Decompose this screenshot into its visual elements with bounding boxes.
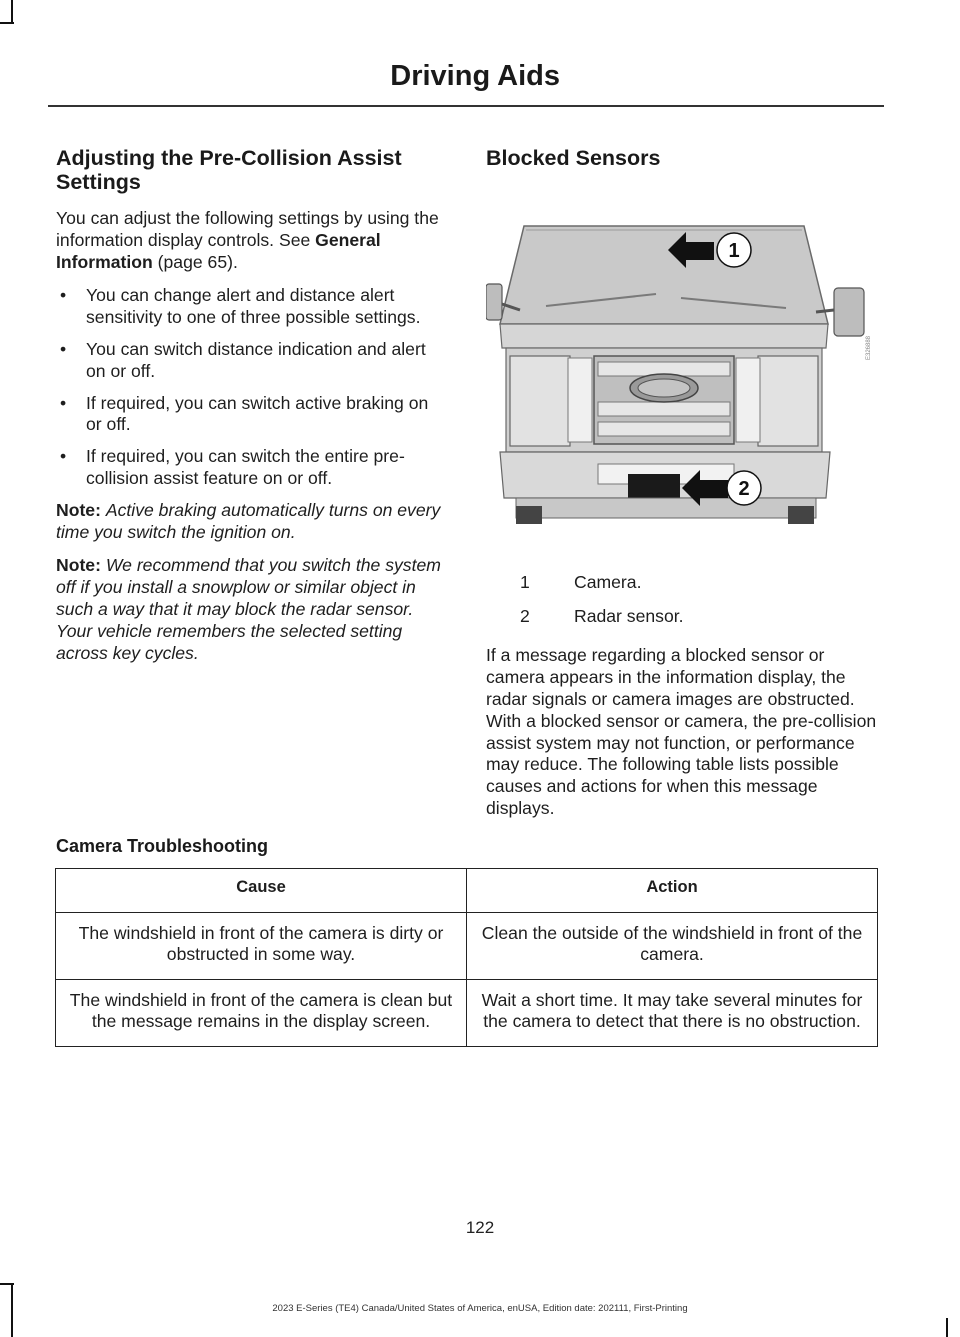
list-item: • You can switch distance indication and alert on or off. <box>60 338 426 381</box>
note-active-braking: Note: Active braking automatically turns on every time you switch the ignition on. <box>56 499 441 542</box>
action-cell: Clean the outside of the windshield in front of the camera. <box>467 913 878 980</box>
table-title: Camera Troubleshooting <box>56 836 269 856</box>
crop-mark <box>11 0 13 22</box>
right-column <box>486 146 882 832</box>
page-number: 122 <box>465 1218 495 1237</box>
header-divider <box>48 105 884 107</box>
action-cell: Wait a short time. It may take several minutes for the camera to detect that there is no obstruction. <box>467 980 878 1047</box>
list-item: • If required, you can switch active braking on or off. <box>60 392 429 435</box>
table-header-row <box>56 869 878 913</box>
page-header-title: Driving Aids <box>390 60 560 92</box>
legend-row: 2 Radar sensor. <box>520 605 684 626</box>
blocked-sensor-paragraph: If a message regarding a blocked sensor or camera appears in the information display, the radar signals or camera images are obstructed. With a blocked sensor or camera, the pre-collision assist system may not function, or performance may reduce. The following table lists possible causes and actions for when this message displays. <box>486 645 877 818</box>
vehicle-front-illustration <box>486 206 876 526</box>
left-column <box>56 146 448 676</box>
column-header-action: Action <box>467 869 878 913</box>
footer-text: 2023 E-Series (TE4) Canada/United States of America, enUSA, Edition date: 202111, First-Printing <box>272 1303 688 1314</box>
callout-2-label: 2 <box>738 478 750 500</box>
cause-cell: The windshield in front of the camera is dirty or obstructed in some way. <box>56 913 467 980</box>
section-heading-adjusting: Adjusting the Pre-Collision Assist Settings <box>56 146 402 194</box>
crop-mark <box>946 1318 948 1337</box>
intro-paragraph: You can adjust the following settings by using the information display controls. See General Information (page 65). <box>56 208 439 272</box>
legend-row: 1 Camera. <box>520 571 642 592</box>
table-row <box>56 913 878 980</box>
crop-mark <box>0 22 14 24</box>
section-heading-blocked-sensors: Blocked Sensors <box>486 146 661 170</box>
settings-list <box>56 285 448 489</box>
cause-cell: The windshield in front of the camera is clean but the message remains in the display screen. <box>56 980 467 1047</box>
crop-mark <box>0 1283 14 1285</box>
note-snowplow: Note: We recommend that you switch the system off if you install a snowplow or similar object in such a way that it may block the radar sensor. Your vehicle remembers the selected setting across key cycles. <box>56 555 441 663</box>
callout-1-label: 1 <box>728 240 740 262</box>
figure-code: E326888 <box>866 335 872 360</box>
column-header-cause: Cause <box>56 869 467 913</box>
list-item: • If required, you can switch the entire pre-collision assist feature on or off. <box>60 446 405 488</box>
table-row <box>56 980 878 1047</box>
camera-troubleshooting-table <box>55 868 878 1047</box>
general-information-link[interactable]: General Information <box>56 229 381 272</box>
list-item: • You can change alert and distance alert sensitivity to one of three possible settings. <box>60 285 421 328</box>
